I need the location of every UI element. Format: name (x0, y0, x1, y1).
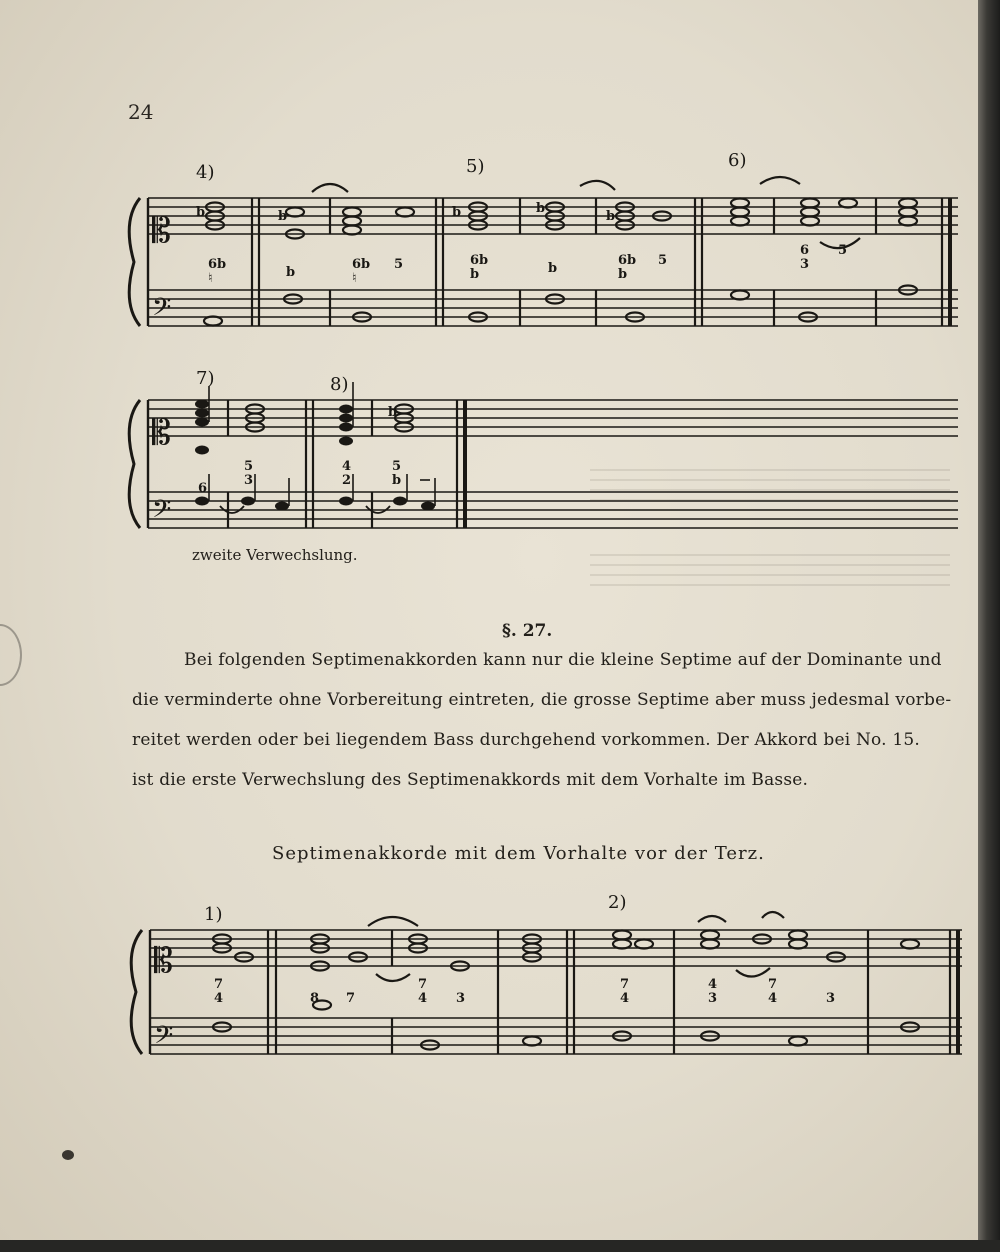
svg-text:5: 5 (394, 257, 404, 272)
example-number-2: 2) (608, 892, 627, 913)
svg-text:4: 4 (342, 459, 352, 474)
music-system-3 (0, 888, 978, 1088)
svg-text:6b: 6b (470, 253, 489, 268)
svg-text:6: 6 (198, 481, 208, 496)
example-number-6: 6) (728, 150, 747, 171)
svg-text:7: 7 (346, 991, 356, 1006)
svg-text:b: b (470, 267, 480, 282)
svg-text:6b: 6b (352, 257, 371, 272)
svg-text:b: b (536, 201, 546, 216)
svg-text:𝄢: 𝄢 (154, 1021, 174, 1056)
svg-text:4: 4 (620, 991, 630, 1006)
svg-text:3: 3 (708, 991, 718, 1006)
example-caption: zweite Verwechslung. (192, 546, 358, 564)
svg-text:𝄡: 𝄡 (154, 941, 173, 981)
page-number: 24 (128, 100, 154, 124)
ink-stain (62, 1150, 74, 1160)
svg-text:♮: ♮ (352, 271, 357, 286)
svg-text:2: 2 (342, 473, 352, 488)
svg-text:6b: 6b (618, 253, 637, 268)
svg-text:b: b (606, 209, 616, 224)
paragraph-line-4: ist die erste Verwechslung des Septimenakkords mit dem Vorhalte im Basse. (132, 770, 809, 790)
svg-text:8: 8 (310, 991, 320, 1006)
svg-text:b: b (452, 205, 462, 220)
example-number-1: 1) (204, 904, 223, 925)
svg-text:5: 5 (838, 243, 848, 258)
svg-text:3: 3 (826, 991, 836, 1006)
example-heading: Septimenakkorde mit dem Vorhalte vor der Terz. (272, 843, 765, 864)
f-clef-icon: 𝄢 (152, 293, 172, 328)
svg-text:b: b (618, 267, 628, 282)
svg-text:7: 7 (418, 977, 428, 992)
svg-text:5: 5 (392, 459, 402, 474)
svg-text:4: 4 (708, 977, 718, 992)
svg-text:6b: 6b (208, 257, 227, 272)
paragraph-line-2: die verminderte ohne Vorbereitung eintreten, die grosse Septime aber muss jedesmal vorbe- (132, 690, 952, 710)
svg-text:5: 5 (658, 253, 668, 268)
paragraph-line-1: Bei folgenden Septimenakkorden kann nur die kleine Septime auf der Dominante und (184, 650, 942, 670)
svg-text:7: 7 (214, 977, 224, 992)
c-clef-icon: 𝄡 (152, 211, 171, 251)
svg-text:𝄡: 𝄡 (152, 413, 171, 453)
svg-text:b: b (278, 209, 288, 224)
page-edge-bottom (0, 1240, 1000, 1252)
svg-text:6: 6 (800, 243, 810, 258)
svg-text:5: 5 (244, 459, 254, 474)
binding-ring (0, 624, 22, 686)
svg-text:♮: ♮ (208, 271, 213, 286)
svg-text:3: 3 (244, 473, 254, 488)
svg-text:3: 3 (456, 991, 466, 1006)
svg-text:4: 4 (418, 991, 428, 1006)
svg-text:𝄢: 𝄢 (152, 495, 172, 530)
example-number-4: 4) (196, 162, 215, 183)
section-heading: §. 27. (502, 621, 553, 641)
svg-text:b: b (392, 473, 402, 488)
svg-text:b: b (388, 405, 398, 420)
example-number-8: 8) (330, 374, 349, 395)
svg-text:7: 7 (620, 977, 630, 992)
example-number-5: 5) (466, 156, 485, 177)
svg-text:b: b (286, 265, 296, 280)
music-system-2 (0, 366, 978, 566)
svg-text:b: b (548, 261, 558, 276)
svg-text:3: 3 (800, 257, 810, 272)
svg-text:4: 4 (214, 991, 224, 1006)
svg-text:7: 7 (768, 977, 778, 992)
svg-text:4: 4 (768, 991, 778, 1006)
paragraph-line-3: reitet werden oder bei liegendem Bass durchgehend vorkommen. Der Akkord bei No. 15. (132, 730, 921, 750)
example-number-7: 7) (196, 368, 215, 389)
svg-text:b: b (196, 205, 206, 220)
page-edge-right (978, 0, 1000, 1252)
